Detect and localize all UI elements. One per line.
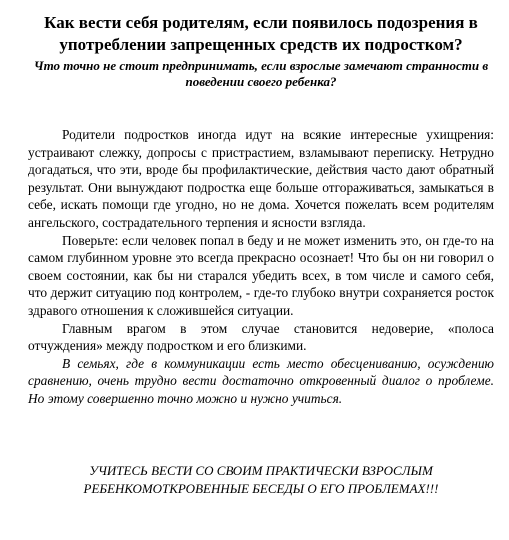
- paragraph-surveillance: Родители подростков иногда идут на всякие интересные ухищрения: устраивают слежку, допросы с пристрастием, взламывают переписку. Нетрудно догадаться, что эти, вроде бы профилактические, действия часто дают обратный результат. Они вынуждают подростка еще больше отгораживаться, замыкаться в себе, искать помощи где угодно, но не дома. Хочется пожелать всем родителям ангельского, сострадательного терпения и ясности взгляда.: [28, 127, 494, 230]
- document-body: [28, 126, 494, 408]
- document-title: Как вести себя родителям, если появилось подозрения в употреблении запрещенных средств их подростком?: [44, 13, 478, 54]
- document-subtitle: Что точно не стоит предпринимать, если взрослые замечают странности в поведении своего ребенка?: [33, 58, 489, 89]
- paragraph-distrust: Главным врагом в этом случае становится недоверие, «полоса отчуждения» между подростком и его близкими.: [28, 320, 494, 354]
- paragraph-awareness: Поверьте: если человек попал в беду и не может изменить это, он где-то на самом глубинном уровне это всегда прекрасно осознает! Что бы он ни говорил о своем состоянии, как бы ни старался убедить всех, в том числе и самого себя, что держит ситуацию под контролем, - где-то глубоко внутри сохраняется росток здравого отношения к сложившейся ситуации.: [28, 232, 494, 318]
- paragraph-communication: В семьях, где в коммуникации есть место обесцениванию, осуждению сравнению, очень трудно вести достаточно откровенный диалог о проблеме. Но этому совершенно точно можно и нужно учиться.: [28, 355, 494, 406]
- call-to-action: УЧИТЕСЬ ВЕСТИ СО СВОИМ ПРАКТИЧЕСКИ ВЗРОСЛЫМ РЕБЕНКОМОТКРОВЕННЫЕ БЕСЕДЫ О ЕГО ПРОБЛЕМАХ!!!: [83, 463, 439, 496]
